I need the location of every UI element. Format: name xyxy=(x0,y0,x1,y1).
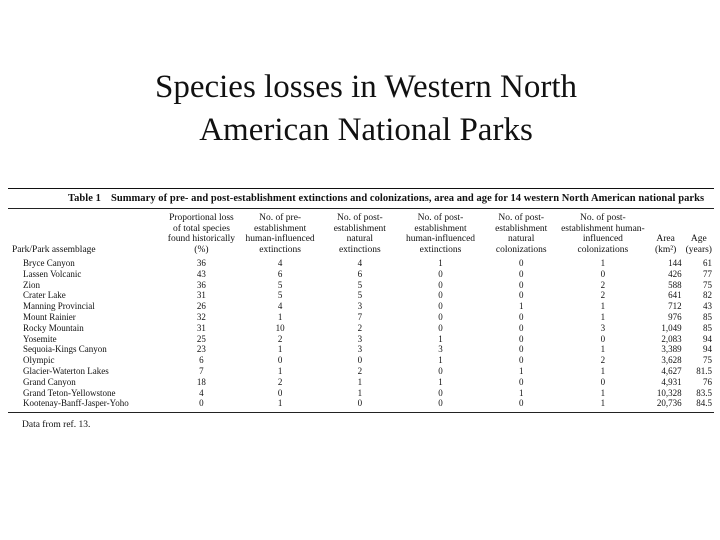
table-cell: 32 xyxy=(196,311,206,322)
table-cell: 2 xyxy=(600,355,606,366)
data-table xyxy=(8,209,714,412)
table-cell: 36 xyxy=(196,279,206,290)
table-cell: 81.5 xyxy=(696,365,712,376)
table-cell: 6 xyxy=(277,268,283,279)
table-cell: 3,628 xyxy=(661,355,682,366)
table-cell: 3,389 xyxy=(661,344,682,355)
table-cell: 1 xyxy=(518,301,524,312)
park-name-cell: Crater Lake xyxy=(23,290,66,301)
table-caption xyxy=(8,189,714,208)
park-name-cell: Grand Canyon xyxy=(23,376,76,387)
table-cell: 75 xyxy=(703,279,712,290)
park-name-cell: Mount Rainier xyxy=(23,311,76,322)
table-row xyxy=(8,323,714,334)
table-cell: 7 xyxy=(199,365,204,376)
table-cell: 1 xyxy=(600,387,606,398)
table-cell: 1 xyxy=(277,344,283,355)
table-cell: 0 xyxy=(438,322,443,333)
table-cell: 0 xyxy=(438,311,443,322)
table-cell: 0 xyxy=(277,355,283,366)
table-cell: 43 xyxy=(196,268,206,279)
table-cell: 18 xyxy=(196,376,206,387)
table-cell: 0 xyxy=(518,311,524,322)
table-cell: 85 xyxy=(703,322,712,333)
table-cell: 76 xyxy=(703,376,712,387)
table-cell: 1 xyxy=(600,344,606,355)
park-name-cell: Rocky Mountain xyxy=(23,322,84,333)
table-cell: 0 xyxy=(199,398,204,409)
table-cell: 712 xyxy=(668,301,682,312)
table-cell: 2 xyxy=(357,322,363,333)
table-cell: 0 xyxy=(600,376,606,387)
table-cell: 4 xyxy=(199,387,204,398)
table-cell: 1 xyxy=(600,258,606,268)
table-cell: 1 xyxy=(438,333,443,344)
table-row xyxy=(8,301,714,312)
table-cell: 82 xyxy=(703,290,712,301)
table-cell: 0 xyxy=(438,268,443,279)
table-body xyxy=(8,258,714,412)
park-name-cell: Bryce Canyon xyxy=(23,258,75,268)
table-cell: 26 xyxy=(196,301,206,312)
table-cell: 2,083 xyxy=(661,333,682,344)
park-name-cell: Glacier-Waterton Lakes xyxy=(23,365,109,376)
table-cell: 85 xyxy=(703,311,712,322)
column-header: No. of post-establishment human-influenced colonizations xyxy=(561,213,645,255)
table-cell: 0 xyxy=(438,398,443,409)
table-cell: 0 xyxy=(518,344,524,355)
column-header: Proportional loss of total species found historically (%) xyxy=(167,213,236,255)
table-cell: 2 xyxy=(357,365,363,376)
table-row xyxy=(8,258,714,269)
table-cell: 1 xyxy=(518,387,524,398)
table-row xyxy=(8,398,714,412)
table-cell: 641 xyxy=(668,290,682,301)
park-name-cell: Lassen Volcanic xyxy=(23,268,82,279)
table-cell: 426 xyxy=(668,268,682,279)
table-cell: 0 xyxy=(438,365,443,376)
park-name-cell: Yosemite xyxy=(23,333,57,344)
table-cell: 0 xyxy=(518,258,524,268)
table-cell: 0 xyxy=(438,387,443,398)
table-row xyxy=(8,388,714,399)
table-cell: 4 xyxy=(357,258,363,268)
table-cell: 4 xyxy=(277,301,283,312)
table-cell: 976 xyxy=(668,311,682,322)
column-header: No. of post-establishment natural extinctions xyxy=(333,213,386,255)
table-cell: 10,328 xyxy=(656,387,682,398)
table-cell: 5 xyxy=(277,290,283,301)
column-header: Age (years) xyxy=(685,234,712,255)
table-cell: 25 xyxy=(196,333,206,344)
park-name-cell: Olympic xyxy=(23,355,55,366)
table-cell: 0 xyxy=(600,268,606,279)
park-name-cell: Grand Teton-Yellowstone xyxy=(23,387,116,398)
column-header: Area (km²) xyxy=(654,234,677,255)
table-row xyxy=(8,355,714,366)
table-cell: 2 xyxy=(600,290,606,301)
table-cell: 5 xyxy=(357,279,363,290)
table-row xyxy=(8,290,714,301)
table-cell: 0 xyxy=(518,376,524,387)
column-header: No. of post-establishment natural colonizations xyxy=(495,213,548,255)
table-cell: 5 xyxy=(357,290,363,301)
column-header: No. of post-establishment human-influenced extinctions xyxy=(405,213,476,255)
table-row xyxy=(8,366,714,377)
table-cell: 0 xyxy=(518,279,524,290)
table-cell: 2 xyxy=(277,333,283,344)
column-header: No. of pre-establishment human-influenced extinctions xyxy=(245,213,315,255)
table-cell: 0 xyxy=(518,290,524,301)
table-cell: 1 xyxy=(277,311,283,322)
table-caption-text: Summary of pre- and post-establishment extinctions and colonizations, area and age for 14 western North American national parks xyxy=(110,193,705,204)
table-row xyxy=(8,312,714,323)
table-cell: 1 xyxy=(438,258,443,268)
table-cell: 75 xyxy=(703,355,712,366)
table-cell: 0 xyxy=(600,333,606,344)
table-cell: 0 xyxy=(357,398,363,409)
table-cell: 20,736 xyxy=(656,398,682,409)
table-cell: 31 xyxy=(196,322,206,333)
header-row xyxy=(8,209,714,258)
table-cell: 2 xyxy=(600,279,606,290)
table-cell: 0 xyxy=(277,387,283,398)
table-row xyxy=(8,269,714,280)
table-cell: 3 xyxy=(600,322,606,333)
table-cell: 1,049 xyxy=(661,322,682,333)
table-cell: 0 xyxy=(518,322,524,333)
table-cell: 36 xyxy=(196,258,206,268)
table-cell: 61 xyxy=(703,258,712,268)
column-header: Park/Park assemblage xyxy=(12,244,96,255)
table-cell: 94 xyxy=(703,333,712,344)
table-cell: 1 xyxy=(518,365,524,376)
table-row xyxy=(8,344,714,355)
table-cell: 23 xyxy=(196,344,206,355)
table-cell: 43 xyxy=(703,301,712,312)
table-cell: 0 xyxy=(438,301,443,312)
park-name-cell: Sequoia-Kings Canyon xyxy=(23,344,107,355)
table-cell: 7 xyxy=(357,311,363,322)
table-cell: 4 xyxy=(277,258,283,268)
table-cell: 1 xyxy=(277,365,283,376)
table-row xyxy=(8,280,714,291)
table-cell: 2 xyxy=(277,376,283,387)
table-row xyxy=(8,377,714,388)
table-cell: 4,627 xyxy=(661,365,682,376)
table-cell: 94 xyxy=(703,344,712,355)
slide-title-line-1: Species losses in Western North xyxy=(154,69,577,105)
table-cell: 0 xyxy=(518,355,524,366)
table-cell: 1 xyxy=(600,398,606,409)
table-cell: 1 xyxy=(357,376,363,387)
table-cell: 1 xyxy=(438,355,443,366)
table-cell: 1 xyxy=(600,311,606,322)
table-cell: 0 xyxy=(438,279,443,290)
slide-title-line-2: American National Parks xyxy=(199,112,533,148)
table-cell: 3 xyxy=(438,344,443,355)
table-cell: 6 xyxy=(199,355,204,366)
table-cell: 588 xyxy=(668,279,682,290)
table-cell: 1 xyxy=(600,301,606,312)
table-cell: 31 xyxy=(196,290,206,301)
table-label: Table 1 xyxy=(68,193,101,204)
table-cell: 10 xyxy=(275,322,285,333)
table-cell: 84.5 xyxy=(696,398,712,409)
table-cell: 1 xyxy=(277,398,283,409)
table-cell: 0 xyxy=(518,333,524,344)
table-cell: 3 xyxy=(357,301,363,312)
table-scan xyxy=(8,188,714,430)
table-cell: 4,931 xyxy=(661,376,682,387)
table-cell: 0 xyxy=(518,268,524,279)
table-cell: 0 xyxy=(518,398,524,409)
park-name-cell: Zion xyxy=(23,279,40,290)
park-name-cell: Manning Provincial xyxy=(23,301,95,312)
table-cell: 1 xyxy=(438,376,443,387)
table-cell: 1 xyxy=(357,387,363,398)
table-cell: 3 xyxy=(357,333,363,344)
table-cell: 0 xyxy=(357,355,363,366)
table-cell: 77 xyxy=(703,268,712,279)
table-footnote: Data from ref. 13. xyxy=(22,420,91,431)
table-cell: 3 xyxy=(357,344,363,355)
table-cell: 0 xyxy=(438,290,443,301)
table-row xyxy=(8,334,714,345)
table-cell: 144 xyxy=(668,258,682,268)
table-cell: 83.5 xyxy=(696,387,712,398)
table-cell: 5 xyxy=(277,279,283,290)
table-header xyxy=(8,209,714,258)
slide-title xyxy=(0,66,720,152)
park-name-cell: Kootenay-Banff-Jasper-Yoho xyxy=(23,398,129,409)
table-cell: 6 xyxy=(357,268,363,279)
table-cell: 1 xyxy=(600,365,606,376)
